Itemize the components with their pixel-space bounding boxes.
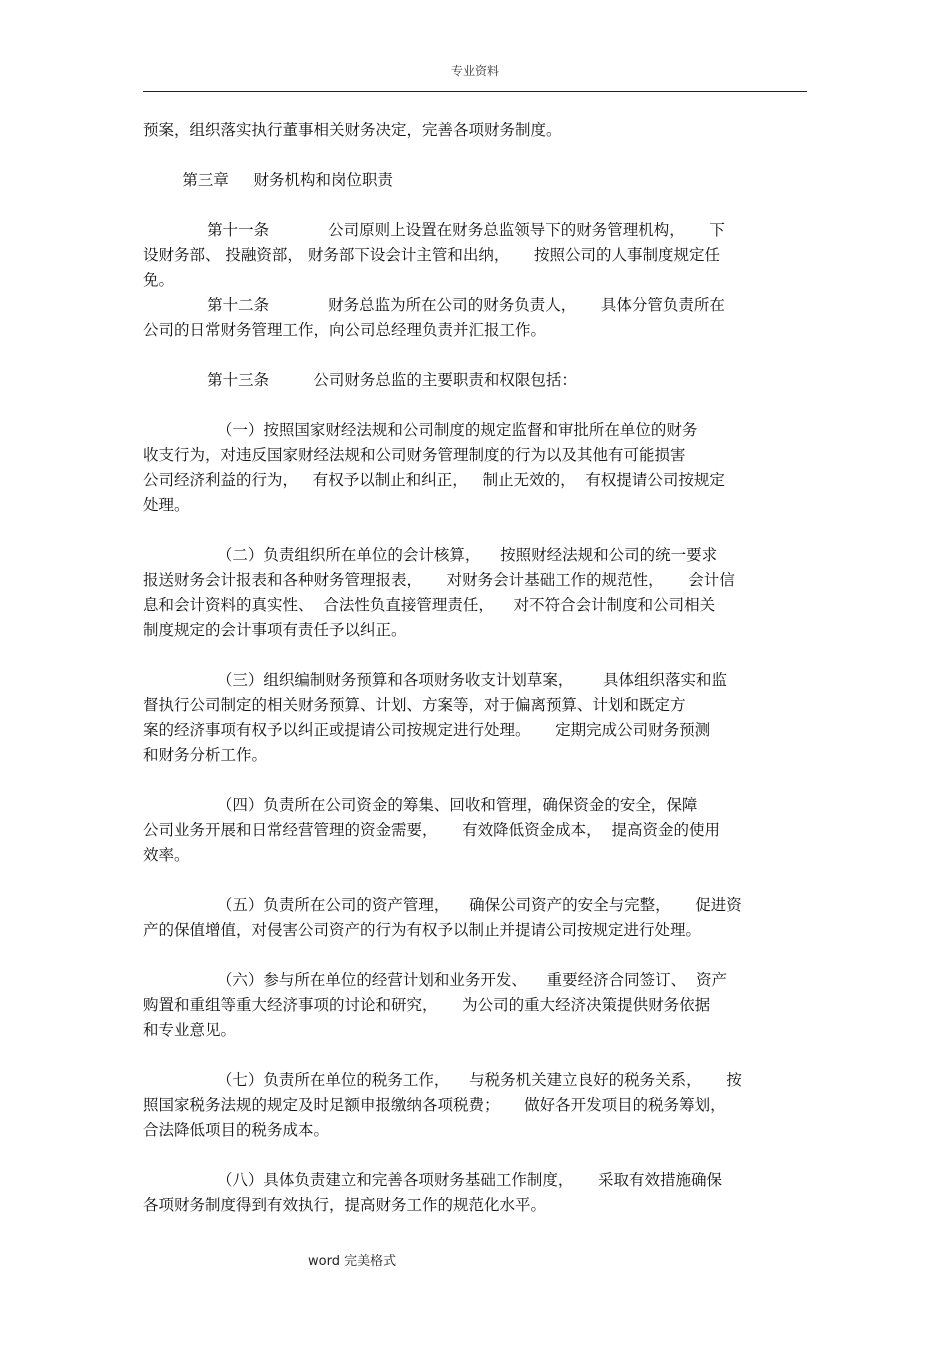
clause-7: （七）负责所在单位的税务工作， 与税务机关建立良好的税务关系， 按 照国家税务法规的规定及时足额申报缴纳各项税费； 做好各开发项目的税务筹划， 合法降低项目的税务成本。 [143,1071,742,1139]
clause-6: （六）参与所在单位的经营计划和业务开发、 重要经济合同签订、 资产 购置和重组等重大经济事项的讨论和研究， 为公司的重大经济决策提供财务依据 和专业意见。 [143,971,727,1039]
article-12: 第十二条 财务总监为所在公司的财务负责人， 具体分管负责所在 公司的日常财务管理工作，向公司总经理负责并汇报工作。 [143,296,725,339]
clause-2: （二）负责组织所在单位的会计核算， 按照财经法规和公司的统一要求 报送财务会计报表和各种财务管理报表， 对财务会计基础工作的规范性， 会计信 息和会计资料的真实性、 合法性负直接管理责任， 对不符合会计制度和公司相关 制度规定的会计事项有责任予以纠正。 [143,546,735,639]
paragraph-continuation: 预案，组织落实执行董事相关财务决定，完善各项财务制度。 [143,121,562,139]
article-13: 第十三条 公司财务总监的主要职责和权限包括： [143,371,577,389]
clause-3: （三）组织编制财务预算和各项财务收支计划草案， 具体组织落实和监 督执行公司制定的相关财务预算、计划、方案等，对于偏离预算、计划和既定方 案的经济事项有权予以纠正或提请公司按规定进行处理。 定期完成公司财务预测 和财务分析工作。 [143,671,727,764]
clause-8: （八）具体负责建立和完善各项财务基础工作制度， 采取有效措施确保 各项财务制度得到有效执行，提高财务工作的规范化水平。 [143,1171,723,1214]
article-11: 第十一条 公司原则上设置在财务总监领导下的财务管理机构， 下 设财务部、 投融资部， 财务部下设会计主管和出纳， 按照公司的人事制度规定任 免。 [143,221,725,289]
clause-5: （五）负责所在公司的资产管理， 确保公司资产的安全与完整， 促进资 产的保值增值，对侵害公司资产的行为有权予以制止并提请公司按规定进行处理。 [143,896,742,939]
chapter-heading: 第三章 财务机构和岗位职责 [143,171,394,189]
page-footer: word 完美格式 [308,1254,397,1269]
page-header: 专业资料 [143,62,807,92]
clause-4: （四）负责所在公司资金的筹集、回收和管理，确保资金的安全，保障 公司业务开展和日常经营管理的资金需要， 有效降低资金成本， 提高资金的使用 效率。 [143,796,720,864]
clause-1: （一）按照国家财经法规和公司制度的规定监督和审批所在单位的财务 收支行为，对违反国家财经法规和公司财务管理制度的行为以及其他有可能损害 公司经济利益的行为， 有权予以制止和纠正， 制止无效的， 有权提请公司按规定 处理。 [143,421,725,514]
